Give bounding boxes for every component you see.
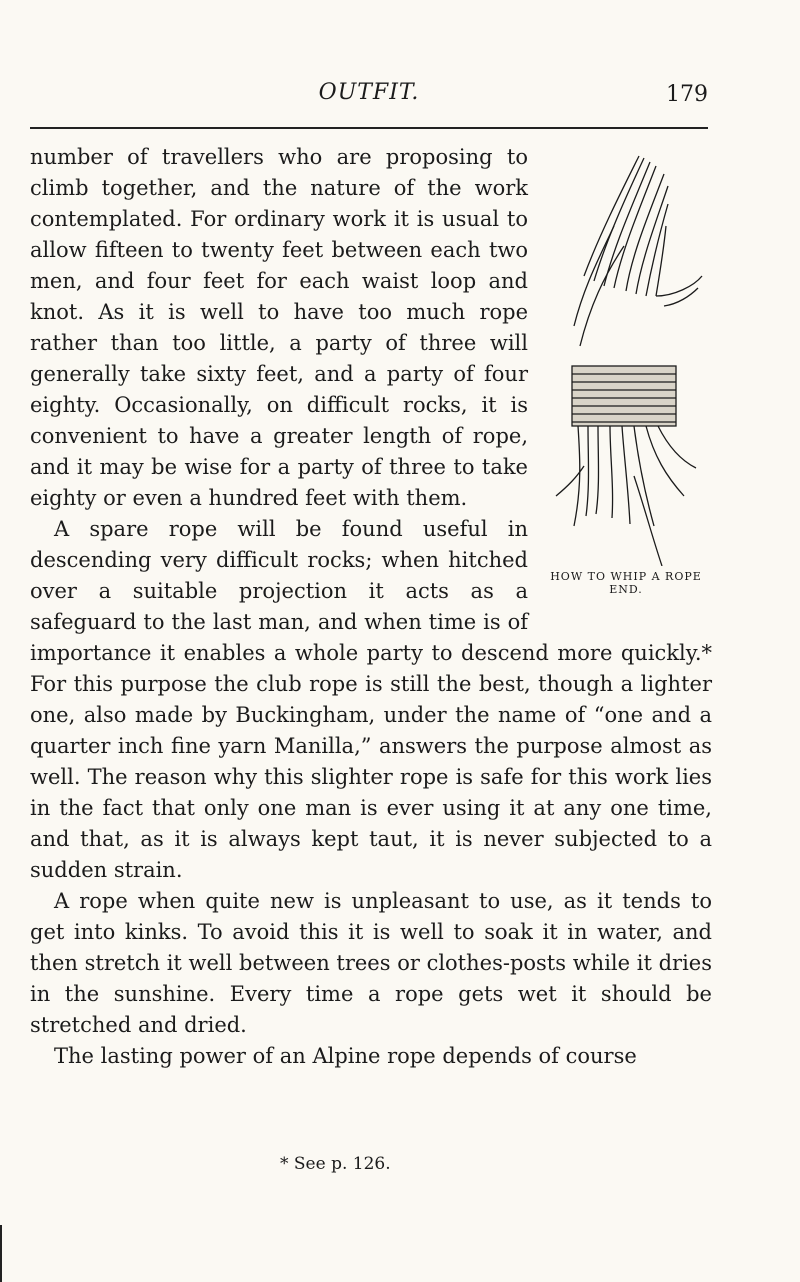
header-rule <box>30 127 708 129</box>
paragraph-1: number of travellers who are proposing to climb together, and the nature of the work contemplated. For ordinary work it is usual to allow fifteen to twenty feet between each two men, and four feet for each waist loop and knot. As it is well to have too much rope rather than too little, a party of three will generally take sixty feet, and a party of four eighty. Occasionally, on difficult rocks, it is convenient to have a greater length of rope, and it may be wise for a party of three to take eighty or even a hundred feet with them. <box>30 145 528 510</box>
paragraph-4: The lasting power of an Alpine rope depends of course <box>54 1044 637 1068</box>
footnote: * See p. 126. <box>280 1154 391 1174</box>
paragraph-3: A rope when quite new is unpleasant to use, as it tends to get into kinks. To avoid this it is well to soak it in water, and then stretch it well between trees or clothes-posts while it dries in the sunshine. Every time a rope gets wet it should be stretched and dried. <box>30 889 712 1037</box>
paragraph-2: A spare rope will be found useful in descending very difficult rocks; when hitched over a suitable projection it acts as a safeguard to the last man, and when time is of importance it enables a whole party to descend more quickly.* For this purpose the club rope is still the best, though a lighter one, also made by Buckingham, under the name of “one and a quarter inch fine yarn Manilla,” answers the purpose almost as well. The reason why this slighter rope is safe for this work lies in the fact that only one man is ever using it at any one time, and that, as it is always kept taut, it is never subjected to a sudden strain. <box>30 517 712 882</box>
figure-caption: HOW TO WHIP A ROPE END. <box>550 570 702 596</box>
page-header <box>30 80 708 116</box>
page-number: 179 <box>666 82 708 107</box>
rope-end-illustration-icon <box>544 146 704 566</box>
body-text <box>30 142 712 1072</box>
rope-figure <box>540 146 712 608</box>
running-title: OUTFIT. <box>318 80 420 105</box>
page-edge-mark <box>0 1225 2 1282</box>
